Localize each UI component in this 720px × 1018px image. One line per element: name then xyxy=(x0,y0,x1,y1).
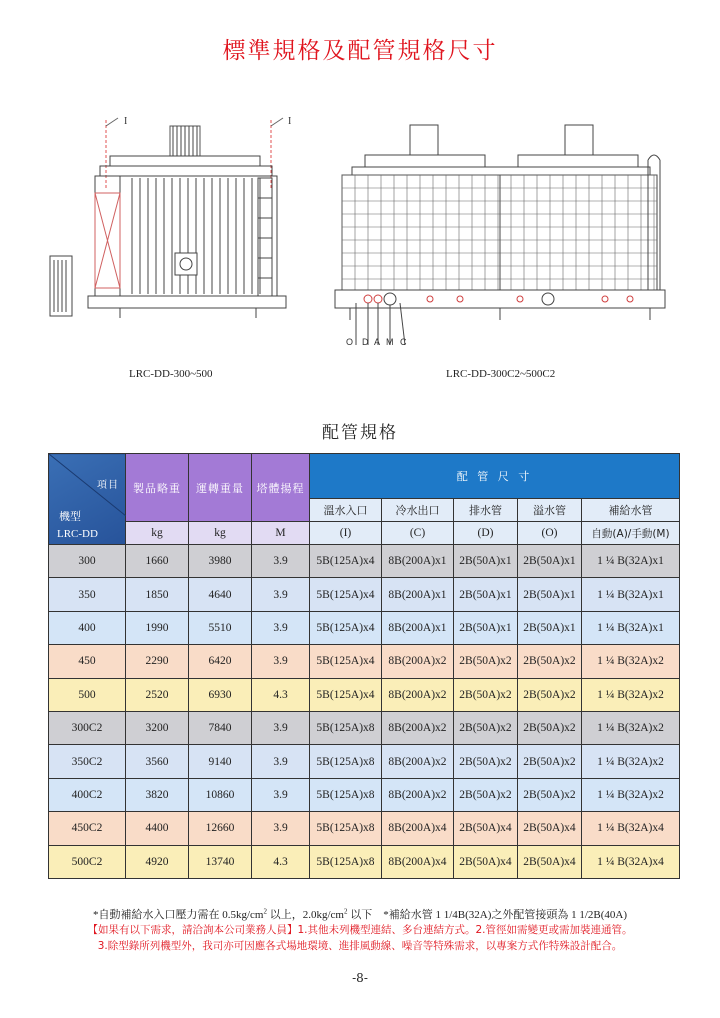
cell-hot: 5B(125A)x8 xyxy=(310,711,382,744)
cell-model: 450C2 xyxy=(49,812,126,845)
cell-drain: 2B(50A)x4 xyxy=(454,812,518,845)
table-row xyxy=(49,611,680,644)
table-row xyxy=(49,645,680,678)
cell-tw: 3980 xyxy=(189,545,252,578)
cell-drain: 2B(50A)x2 xyxy=(454,745,518,778)
tower-drawing-single xyxy=(40,108,330,333)
caption-right: LRC-DD-300C2~500C2 xyxy=(446,368,556,380)
cell-tw: 6420 xyxy=(189,645,252,678)
cell-overflow: 2B(50A)x1 xyxy=(518,611,582,644)
note-pressure xyxy=(0,906,720,922)
cell-cold: 8B(200A)x2 xyxy=(382,645,454,678)
cell-head: 3.9 xyxy=(252,812,310,845)
cell-drain: 2B(50A)x2 xyxy=(454,645,518,678)
cell-makeup: 1 ¼ B(32A)x1 xyxy=(582,545,680,578)
code-c: (C) xyxy=(382,522,454,545)
cell-head: 4.3 xyxy=(252,845,310,878)
note-pressure-c: 以下 *補給水管 1 1/4B(32A)之外配管接頭為 1 1/2B(40A) xyxy=(347,909,628,921)
cell-model: 500C2 xyxy=(49,845,126,878)
cell-tw: 13740 xyxy=(189,845,252,878)
col-header-hot-in: 溫水入口 xyxy=(310,499,382,522)
col-header-pipe-group: 配 管 尺 寸 xyxy=(310,454,680,499)
section-title: 配管規格 xyxy=(322,423,398,443)
note-pressure-b: 以上，2.0kg/cm xyxy=(266,909,344,921)
cell-pw: 3820 xyxy=(126,778,189,811)
cell-head: 3.9 xyxy=(252,745,310,778)
col-header-product-weight: 製品略重 xyxy=(126,454,189,522)
note-pressure-a: *自動補給水入口壓力需在 0.5kg/cm xyxy=(92,909,264,921)
cell-tw: 9140 xyxy=(189,745,252,778)
tower-drawing-double xyxy=(330,120,680,350)
col-header-overflow: 溢水管 xyxy=(518,499,582,522)
pipe-label-o: O xyxy=(346,337,354,347)
pipe-label-c: C xyxy=(400,337,407,347)
cell-makeup: 1 ¼ B(32A)x4 xyxy=(582,812,680,845)
col-header-drain: 排水管 xyxy=(454,499,518,522)
cell-model: 400C2 xyxy=(49,778,126,811)
cell-makeup: 1 ¼ B(32A)x2 xyxy=(582,745,680,778)
code-d: (D) xyxy=(454,522,518,545)
page-number: -8- xyxy=(352,971,368,985)
cell-head: 3.9 xyxy=(252,611,310,644)
cell-model: 350 xyxy=(49,578,126,611)
cell-model: 350C2 xyxy=(49,745,126,778)
cell-overflow: 2B(50A)x4 xyxy=(518,812,582,845)
cell-hot: 5B(125A)x4 xyxy=(310,545,382,578)
cell-pw: 2520 xyxy=(126,678,189,711)
cell-hot: 5B(125A)x8 xyxy=(310,778,382,811)
caption-left: LRC-DD-300~500 xyxy=(129,368,213,380)
cell-model: 300C2 xyxy=(49,711,126,744)
cell-pw: 1660 xyxy=(126,545,189,578)
cell-overflow: 2B(50A)x2 xyxy=(518,711,582,744)
corner-label-item: 項目 xyxy=(97,480,119,491)
pipe-label-d: D xyxy=(362,337,369,347)
cell-overflow: 2B(50A)x2 xyxy=(518,778,582,811)
cell-overflow: 2B(50A)x1 xyxy=(518,545,582,578)
cell-model: 400 xyxy=(49,611,126,644)
cell-drain: 2B(50A)x1 xyxy=(454,578,518,611)
cell-hot: 5B(125A)x4 xyxy=(310,611,382,644)
table-row xyxy=(49,711,680,744)
cell-makeup: 1 ¼ B(32A)x2 xyxy=(582,778,680,811)
cell-cold: 8B(200A)x1 xyxy=(382,578,454,611)
corner-label-model: 機型 xyxy=(59,510,81,523)
cell-cold: 8B(200A)x2 xyxy=(382,711,454,744)
unit-kg-transport: kg xyxy=(189,522,252,545)
cell-makeup: 1 ¼ B(32A)x2 xyxy=(582,711,680,744)
cell-head: 3.9 xyxy=(252,645,310,678)
cell-head: 3.9 xyxy=(252,711,310,744)
note-contact: 【如果有以下需求，請洽詢本公司業務人員】1.其他未列機型連結、多台連結方式。2.管徑如需變更或需加裝連通管。 xyxy=(87,924,633,936)
cell-tw: 12660 xyxy=(189,812,252,845)
cell-head: 3.9 xyxy=(252,578,310,611)
cell-hot: 5B(125A)x4 xyxy=(310,678,382,711)
cell-makeup: 1 ¼ B(32A)x1 xyxy=(582,611,680,644)
cell-makeup: 1 ¼ B(32A)x2 xyxy=(582,678,680,711)
cell-pw: 1990 xyxy=(126,611,189,644)
cell-hot: 5B(125A)x8 xyxy=(310,845,382,878)
cell-cold: 8B(200A)x1 xyxy=(382,545,454,578)
col-header-cold-out: 冷水出口 xyxy=(382,499,454,522)
cell-hot: 5B(125A)x4 xyxy=(310,645,382,678)
col-header-makeup: 補給水管 xyxy=(582,499,680,522)
cell-cold: 8B(200A)x1 xyxy=(382,611,454,644)
marker-label-left: I xyxy=(124,116,128,127)
cell-makeup: 1 ¼ B(32A)x1 xyxy=(582,578,680,611)
cell-tw: 5510 xyxy=(189,611,252,644)
cell-drain: 2B(50A)x1 xyxy=(454,611,518,644)
cell-model: 300 xyxy=(49,545,126,578)
unit-kg-product: kg xyxy=(126,522,189,545)
cell-hot: 5B(125A)x4 xyxy=(310,578,382,611)
pipe-label-a: A xyxy=(374,337,381,347)
cell-overflow: 2B(50A)x2 xyxy=(518,745,582,778)
col-header-pump-head: 塔體揚程 xyxy=(252,454,310,522)
corner-label-series: LRC-DD xyxy=(57,528,98,540)
cell-drain: 2B(50A)x4 xyxy=(454,845,518,878)
cell-pw: 3560 xyxy=(126,745,189,778)
cell-cold: 8B(200A)x2 xyxy=(382,778,454,811)
cell-model: 500 xyxy=(49,678,126,711)
cell-makeup: 1 ¼ B(32A)x4 xyxy=(582,845,680,878)
cell-cold: 8B(200A)x4 xyxy=(382,845,454,878)
cell-tw: 4640 xyxy=(189,578,252,611)
pipe-label-m: M xyxy=(386,337,394,347)
cell-drain: 2B(50A)x2 xyxy=(454,711,518,744)
cell-drain: 2B(50A)x1 xyxy=(454,545,518,578)
table-row xyxy=(49,578,680,611)
cell-overflow: 2B(50A)x2 xyxy=(518,678,582,711)
note-sup-1: 2 xyxy=(263,907,267,916)
cell-tw: 10860 xyxy=(189,778,252,811)
note-custom-design: 3.除型錄所列機型外，我司亦可因應各式場地環境、進排風動線、噪音等特殊需求，以專案方式作特殊設計配合。 xyxy=(97,940,623,952)
cell-cold: 8B(200A)x2 xyxy=(382,745,454,778)
cell-hot: 5B(125A)x8 xyxy=(310,745,382,778)
cell-cold: 8B(200A)x2 xyxy=(382,678,454,711)
cell-pw: 3200 xyxy=(126,711,189,744)
code-am: 自動(A)/手動(M) xyxy=(582,522,680,545)
cell-pw: 4400 xyxy=(126,812,189,845)
table-row xyxy=(49,545,680,578)
cell-overflow: 2B(50A)x4 xyxy=(518,845,582,878)
table-row xyxy=(49,845,680,878)
cell-overflow: 2B(50A)x2 xyxy=(518,645,582,678)
pipe-spec-table xyxy=(48,453,680,879)
cell-drain: 2B(50A)x2 xyxy=(454,678,518,711)
cell-tw: 6930 xyxy=(189,678,252,711)
unit-m: M xyxy=(252,522,310,545)
cell-pw: 1850 xyxy=(126,578,189,611)
cell-head: 3.9 xyxy=(252,545,310,578)
cell-head: 3.9 xyxy=(252,778,310,811)
cell-pw: 2290 xyxy=(126,645,189,678)
cell-tw: 7840 xyxy=(189,711,252,744)
cell-overflow: 2B(50A)x1 xyxy=(518,578,582,611)
table-row xyxy=(49,678,680,711)
page-title: 標準規格及配管規格尺寸 xyxy=(222,38,498,64)
table-row xyxy=(49,812,680,845)
cell-cold: 8B(200A)x4 xyxy=(382,812,454,845)
table-row xyxy=(49,778,680,811)
cell-model: 450 xyxy=(49,645,126,678)
col-header-transport-weight: 運轉重量 xyxy=(189,454,252,522)
note-sup-2: 2 xyxy=(343,907,348,916)
cell-drain: 2B(50A)x2 xyxy=(454,778,518,811)
cell-head: 4.3 xyxy=(252,678,310,711)
code-i: (I) xyxy=(310,522,382,545)
code-o: (O) xyxy=(518,522,582,545)
table-row xyxy=(49,745,680,778)
marker-label-right: I xyxy=(288,116,292,127)
table-corner-header xyxy=(49,454,126,545)
cell-pw: 4920 xyxy=(126,845,189,878)
cell-makeup: 1 ¼ B(32A)x2 xyxy=(582,645,680,678)
cell-hot: 5B(125A)x8 xyxy=(310,812,382,845)
